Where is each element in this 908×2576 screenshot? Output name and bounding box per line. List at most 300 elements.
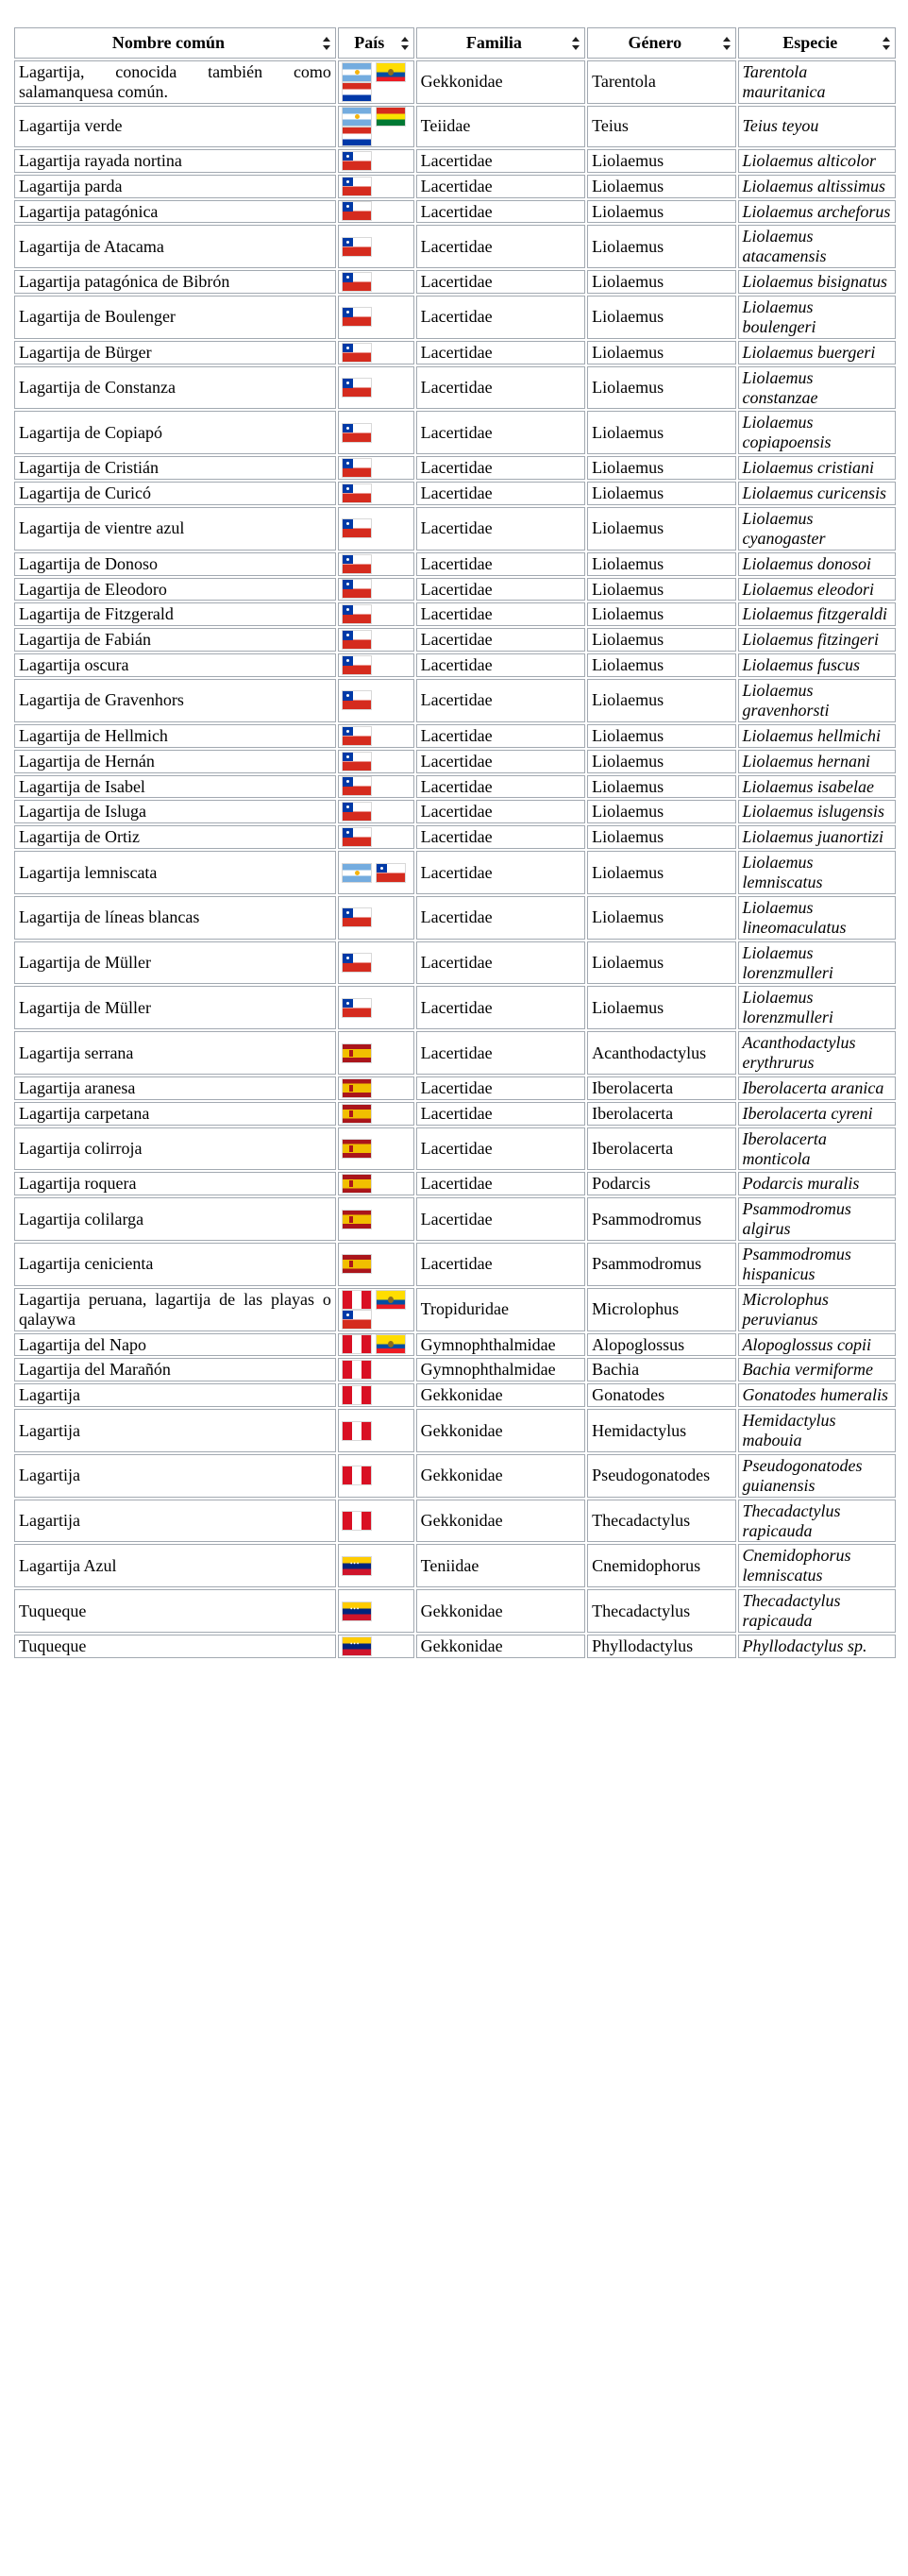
- flag-group: [343, 1255, 410, 1273]
- table-header: [14, 27, 896, 59]
- flag-group: [343, 580, 410, 598]
- cell-country: [338, 1288, 414, 1331]
- flag-chile-icon: [343, 152, 371, 170]
- cell-common-name: Lagartija de Hernán: [14, 750, 336, 773]
- flag-argentina-icon: [343, 108, 371, 126]
- table-body: [14, 60, 896, 1658]
- cell-common-name: Lagartija de vientre azul: [14, 507, 336, 551]
- flag-spain-icon: [343, 1044, 371, 1062]
- cell-country: [338, 225, 414, 268]
- cell-genus: Liolaemus: [587, 578, 735, 602]
- cell-country: [338, 482, 414, 505]
- cell-country: [338, 60, 414, 104]
- table-row: [14, 149, 896, 173]
- cell-common-name: Lagartija de Hellmich: [14, 724, 336, 748]
- table-row: [14, 653, 896, 677]
- flag-group: [343, 727, 410, 745]
- cell-genus: Liolaemus: [587, 225, 735, 268]
- flag-chile-icon: [343, 954, 371, 972]
- cell-country: [338, 1635, 414, 1658]
- table-row: [14, 1102, 896, 1126]
- flag-bolivia-icon: [377, 108, 405, 126]
- cell-species: Liolaemus gravenhorsti: [738, 679, 896, 722]
- cell-genus: Liolaemus: [587, 851, 735, 894]
- cell-genus: Phyllodactylus: [587, 1635, 735, 1658]
- cell-family: Gekkonidae: [416, 1500, 586, 1543]
- cell-genus: Microlophus: [587, 1288, 735, 1331]
- flag-group: [343, 631, 410, 649]
- cell-species: Liolaemus cyanogaster: [738, 507, 896, 551]
- cell-species: Liolaemus alticolor: [738, 149, 896, 173]
- column-header-label: Familia: [465, 33, 522, 53]
- species-table: [12, 25, 898, 1660]
- flag-spain-icon: [343, 1140, 371, 1158]
- cell-common-name: Lagartija Azul: [14, 1544, 336, 1587]
- flag-chile-icon: [343, 484, 371, 502]
- flag-ecuador-icon: [377, 1291, 405, 1309]
- table-row: [14, 986, 896, 1029]
- cell-family: Gekkonidae: [416, 1589, 586, 1633]
- flag-chile-icon: [343, 656, 371, 674]
- flag-spain-icon: [343, 1105, 371, 1123]
- cell-species: Iberolacerta aranica: [738, 1076, 896, 1100]
- cell-country: [338, 1358, 414, 1381]
- table-row: [14, 851, 896, 894]
- column-header-country[interactable]: [338, 27, 414, 59]
- cell-species: Liolaemus lorenzmulleri: [738, 986, 896, 1029]
- cell-species: Podarcis muralis: [738, 1172, 896, 1195]
- cell-genus: Liolaemus: [587, 482, 735, 505]
- cell-common-name: Lagartija peruana, lagartija de las playas o qalaywa: [14, 1288, 336, 1331]
- table-row: [14, 578, 896, 602]
- sort-icon[interactable]: [882, 37, 891, 50]
- cell-species: Liolaemus donosoi: [738, 552, 896, 576]
- flag-group: [343, 1361, 410, 1379]
- cell-species: Liolaemus buergeri: [738, 341, 896, 364]
- cell-common-name: Lagartija patagónica de Bibrón: [14, 270, 336, 294]
- cell-genus: Liolaemus: [587, 552, 735, 576]
- cell-common-name: Lagartija de Cristián: [14, 456, 336, 480]
- cell-species: Liolaemus hernani: [738, 750, 896, 773]
- flag-group: [343, 1140, 410, 1158]
- cell-country: [338, 1333, 414, 1357]
- cell-species: Thecadactylus rapicauda: [738, 1589, 896, 1633]
- flag-peru-icon: [343, 1291, 371, 1309]
- flag-group: [343, 519, 410, 537]
- cell-species: Liolaemus isabelae: [738, 775, 896, 799]
- flag-peru-icon: [343, 1512, 371, 1530]
- cell-genus: Liolaemus: [587, 149, 735, 173]
- cell-common-name: Lagartija aranesa: [14, 1076, 336, 1100]
- table-row: [14, 1172, 896, 1195]
- cell-genus: Alopoglossus: [587, 1333, 735, 1357]
- column-header-label: Género: [628, 33, 682, 53]
- cell-country: [338, 578, 414, 602]
- cell-species: Liolaemus fuscus: [738, 653, 896, 677]
- cell-genus: Psammodromus: [587, 1243, 735, 1286]
- flag-chile-icon: [343, 828, 371, 846]
- table-row: [14, 602, 896, 626]
- cell-family: Lacertidae: [416, 149, 586, 173]
- cell-country: [338, 341, 414, 364]
- flag-venezuela-icon: [343, 1637, 371, 1655]
- cell-common-name: Lagartija: [14, 1454, 336, 1498]
- cell-common-name: Lagartija, conocida también como salamanquesa común.: [14, 60, 336, 104]
- cell-family: Lacertidae: [416, 724, 586, 748]
- cell-family: Lacertidae: [416, 1031, 586, 1075]
- flag-chile-icon: [343, 777, 371, 795]
- cell-species: Liolaemus copiapoensis: [738, 411, 896, 454]
- flag-chile-icon: [343, 605, 371, 623]
- flag-chile-icon: [343, 379, 371, 397]
- cell-family: Lacertidae: [416, 175, 586, 198]
- cell-family: Gekkonidae: [416, 1635, 586, 1658]
- cell-family: Lacertidae: [416, 851, 586, 894]
- cell-family: Lacertidae: [416, 800, 586, 823]
- flag-group: [343, 1386, 410, 1404]
- flag-group: [343, 605, 410, 623]
- cell-common-name: Lagartija del Napo: [14, 1333, 336, 1357]
- sort-icon[interactable]: [571, 37, 580, 50]
- cell-genus: Liolaemus: [587, 366, 735, 410]
- cell-family: Lacertidae: [416, 411, 586, 454]
- cell-country: [338, 724, 414, 748]
- table-row: [14, 341, 896, 364]
- cell-country: [338, 941, 414, 985]
- cell-common-name: Lagartija: [14, 1409, 336, 1452]
- table-row: [14, 750, 896, 773]
- cell-common-name: Lagartija de Copiapó: [14, 411, 336, 454]
- flag-group: [343, 999, 410, 1017]
- flag-group: [343, 656, 410, 674]
- table-row: [14, 411, 896, 454]
- cell-species: Pseudogonatodes guianensis: [738, 1454, 896, 1498]
- column-header-name[interactable]: [14, 27, 336, 59]
- flag-group: [343, 908, 410, 926]
- cell-genus: Bachia: [587, 1358, 735, 1381]
- cell-genus: Iberolacerta: [587, 1102, 735, 1126]
- cell-country: [338, 800, 414, 823]
- cell-family: Tropiduridae: [416, 1288, 586, 1331]
- cell-genus: Iberolacerta: [587, 1127, 735, 1171]
- cell-common-name: Lagartija rayada nortina: [14, 149, 336, 173]
- cell-family: Gymnophthalmidae: [416, 1358, 586, 1381]
- cell-genus: Liolaemus: [587, 825, 735, 849]
- cell-family: Lacertidae: [416, 456, 586, 480]
- table-row: [14, 60, 896, 104]
- cell-country: [338, 1102, 414, 1126]
- cell-country: [338, 1589, 414, 1633]
- cell-common-name: Tuqueque: [14, 1635, 336, 1658]
- cell-common-name: Lagartija de Boulenger: [14, 296, 336, 339]
- flag-chile-icon: [343, 238, 371, 256]
- cell-country: [338, 1500, 414, 1543]
- cell-genus: Liolaemus: [587, 724, 735, 748]
- flag-group: [343, 1044, 410, 1062]
- cell-common-name: Lagartija serrana: [14, 1031, 336, 1075]
- cell-genus: Iberolacerta: [587, 1076, 735, 1100]
- cell-species: Liolaemus lorenzmulleri: [738, 941, 896, 985]
- cell-country: [338, 1409, 414, 1452]
- cell-species: Liolaemus hellmichi: [738, 724, 896, 748]
- table-row: [14, 106, 896, 147]
- cell-genus: Teius: [587, 106, 735, 147]
- cell-family: Lacertidae: [416, 578, 586, 602]
- table-row: [14, 175, 896, 198]
- table-row: [14, 482, 896, 505]
- cell-genus: Liolaemus: [587, 456, 735, 480]
- cell-country: [338, 775, 414, 799]
- cell-genus: Liolaemus: [587, 750, 735, 773]
- flag-chile-icon: [343, 691, 371, 709]
- flag-group: [343, 1512, 410, 1530]
- cell-genus: Thecadactylus: [587, 1589, 735, 1633]
- cell-country: [338, 552, 414, 576]
- flag-group: [343, 108, 410, 145]
- table-row: [14, 800, 896, 823]
- flag-ecuador-icon: [377, 1335, 405, 1353]
- cell-species: Liolaemus boulengeri: [738, 296, 896, 339]
- cell-genus: Pseudogonatodes: [587, 1454, 735, 1498]
- flag-spain-icon: [343, 1079, 371, 1097]
- flag-peru-icon: [343, 1466, 371, 1484]
- cell-genus: Liolaemus: [587, 941, 735, 985]
- cell-species: Liolaemus lemniscatus: [738, 851, 896, 894]
- table-row: [14, 507, 896, 551]
- flag-chile-icon: [343, 753, 371, 771]
- flag-group: [343, 484, 410, 502]
- flag-group: [343, 777, 410, 795]
- cell-family: Gymnophthalmidae: [416, 1333, 586, 1357]
- flag-chile-icon: [343, 555, 371, 573]
- cell-common-name: Lagartija lemniscata: [14, 851, 336, 894]
- cell-species: Liolaemus eleodori: [738, 578, 896, 602]
- cell-common-name: Lagartija de Donoso: [14, 552, 336, 576]
- cell-species: Liolaemus atacamensis: [738, 225, 896, 268]
- flag-group: [343, 864, 410, 882]
- cell-species: Liolaemus cristiani: [738, 456, 896, 480]
- table-row: [14, 775, 896, 799]
- cell-family: Lacertidae: [416, 1127, 586, 1171]
- flag-group: [343, 1637, 410, 1655]
- cell-genus: Tarentola: [587, 60, 735, 104]
- cell-genus: Liolaemus: [587, 800, 735, 823]
- cell-common-name: Lagartija carpetana: [14, 1102, 336, 1126]
- flag-argentina-icon: [343, 864, 371, 882]
- cell-family: Lacertidae: [416, 941, 586, 985]
- cell-family: Lacertidae: [416, 1076, 586, 1100]
- cell-country: [338, 507, 414, 551]
- cell-common-name: Lagartija roquera: [14, 1172, 336, 1195]
- cell-family: Gekkonidae: [416, 1454, 586, 1498]
- cell-species: Acanthodactylus erythrurus: [738, 1031, 896, 1075]
- column-header-species[interactable]: [738, 27, 896, 59]
- cell-country: [338, 200, 414, 224]
- cell-common-name: Lagartija de Isabel: [14, 775, 336, 799]
- cell-species: Cnemidophorus lemniscatus: [738, 1544, 896, 1587]
- flag-group: [343, 954, 410, 972]
- cell-genus: Thecadactylus: [587, 1500, 735, 1543]
- table-row: [14, 724, 896, 748]
- flag-chile-icon: [377, 864, 405, 882]
- table-row: [14, 225, 896, 268]
- table-row: [14, 1454, 896, 1498]
- cell-country: [338, 175, 414, 198]
- cell-common-name: Lagartija cenicienta: [14, 1243, 336, 1286]
- cell-genus: Liolaemus: [587, 628, 735, 652]
- flag-chile-icon: [343, 803, 371, 821]
- flag-group: [343, 1211, 410, 1229]
- cell-country: [338, 653, 414, 677]
- flag-group: [343, 1466, 410, 1484]
- table-row: [14, 941, 896, 985]
- cell-common-name: Lagartija colilarga: [14, 1197, 336, 1241]
- sort-icon[interactable]: [400, 37, 410, 50]
- cell-country: [338, 628, 414, 652]
- flag-group: [343, 1175, 410, 1193]
- cell-common-name: Lagartija de Müller: [14, 941, 336, 985]
- cell-country: [338, 1454, 414, 1498]
- cell-species: Liolaemus archeforus: [738, 200, 896, 224]
- flag-peru-icon: [343, 1361, 371, 1379]
- cell-country: [338, 896, 414, 940]
- flag-paraguay-icon: [343, 127, 371, 145]
- cell-family: Lacertidae: [416, 896, 586, 940]
- cell-country: [338, 1172, 414, 1195]
- cell-country: [338, 1031, 414, 1075]
- flag-chile-icon: [343, 344, 371, 362]
- cell-country: [338, 851, 414, 894]
- table-row: [14, 1544, 896, 1587]
- cell-family: Teiidae: [416, 106, 586, 147]
- cell-species: Psammodromus hispanicus: [738, 1243, 896, 1286]
- flag-group: [343, 152, 410, 170]
- flag-group: [343, 1422, 410, 1440]
- sort-icon[interactable]: [722, 37, 731, 50]
- cell-species: Bachia vermiforme: [738, 1358, 896, 1381]
- cell-family: Lacertidae: [416, 1243, 586, 1286]
- column-header-label: País: [354, 33, 385, 53]
- cell-species: Liolaemus fitzingeri: [738, 628, 896, 652]
- cell-genus: Cnemidophorus: [587, 1544, 735, 1587]
- flag-chile-icon: [343, 908, 371, 926]
- cell-country: [338, 1197, 414, 1241]
- flag-chile-icon: [343, 308, 371, 326]
- cell-genus: Liolaemus: [587, 775, 735, 799]
- cell-genus: Liolaemus: [587, 653, 735, 677]
- cell-common-name: Tuqueque: [14, 1589, 336, 1633]
- cell-common-name: Lagartija: [14, 1500, 336, 1543]
- flag-group: [343, 1557, 410, 1575]
- cell-country: [338, 602, 414, 626]
- flag-group: [343, 379, 410, 397]
- table-row: [14, 1197, 896, 1241]
- flag-group: [343, 753, 410, 771]
- cell-country: [338, 1076, 414, 1100]
- table-row: [14, 270, 896, 294]
- column-header-genus[interactable]: [587, 27, 735, 59]
- cell-species: Tarentola mauritanica: [738, 60, 896, 104]
- table-row: [14, 1031, 896, 1075]
- flag-chile-icon: [343, 580, 371, 598]
- column-header-family[interactable]: [416, 27, 586, 59]
- table-row: [14, 1358, 896, 1381]
- cell-common-name: Lagartija de líneas blancas: [14, 896, 336, 940]
- cell-common-name: Lagartija verde: [14, 106, 336, 147]
- flag-chile-icon: [343, 727, 371, 745]
- cell-family: Lacertidae: [416, 482, 586, 505]
- cell-country: [338, 750, 414, 773]
- flag-group: [343, 63, 410, 101]
- cell-common-name: Lagartija colirroja: [14, 1127, 336, 1171]
- cell-family: Lacertidae: [416, 1172, 586, 1195]
- flag-group: [343, 1105, 410, 1123]
- cell-species: Liolaemus bisignatus: [738, 270, 896, 294]
- cell-family: Lacertidae: [416, 1102, 586, 1126]
- table-row: [14, 1383, 896, 1407]
- table-row: [14, 1243, 896, 1286]
- flag-group: [343, 1602, 410, 1620]
- cell-species: Iberolacerta cyreni: [738, 1102, 896, 1126]
- cell-genus: Liolaemus: [587, 507, 735, 551]
- sort-icon[interactable]: [322, 37, 331, 50]
- cell-family: Lacertidae: [416, 825, 586, 849]
- cell-genus: Liolaemus: [587, 341, 735, 364]
- flag-group: [343, 424, 410, 442]
- cell-family: Lacertidae: [416, 750, 586, 773]
- cell-genus: Liolaemus: [587, 602, 735, 626]
- table-row: [14, 296, 896, 339]
- cell-common-name: Lagartija oscura: [14, 653, 336, 677]
- flag-chile-icon: [343, 631, 371, 649]
- flag-group: [343, 202, 410, 220]
- cell-genus: Podarcis: [587, 1172, 735, 1195]
- cell-genus: Liolaemus: [587, 270, 735, 294]
- flag-chile-icon: [343, 178, 371, 195]
- cell-species: Liolaemus islugensis: [738, 800, 896, 823]
- cell-family: Teniidae: [416, 1544, 586, 1587]
- cell-family: Gekkonidae: [416, 1409, 586, 1452]
- flag-chile-icon: [343, 202, 371, 220]
- column-header-label: Nombre común: [111, 33, 226, 53]
- cell-species: Liolaemus altissimus: [738, 175, 896, 198]
- flag-chile-icon: [343, 519, 371, 537]
- cell-species: Alopoglossus copii: [738, 1333, 896, 1357]
- table-row: [14, 200, 896, 224]
- cell-family: Gekkonidae: [416, 1383, 586, 1407]
- cell-species: Gonatodes humeralis: [738, 1383, 896, 1407]
- table-row: [14, 552, 896, 576]
- cell-family: Lacertidae: [416, 341, 586, 364]
- cell-family: Lacertidae: [416, 225, 586, 268]
- cell-genus: Liolaemus: [587, 175, 735, 198]
- cell-country: [338, 456, 414, 480]
- flag-argentina-icon: [343, 63, 371, 81]
- cell-species: Microlophus peruvianus: [738, 1288, 896, 1331]
- cell-family: Lacertidae: [416, 775, 586, 799]
- table-row: [14, 679, 896, 722]
- cell-family: Lacertidae: [416, 986, 586, 1029]
- cell-country: [338, 296, 414, 339]
- cell-country: [338, 679, 414, 722]
- table-row: [14, 628, 896, 652]
- flag-group: [343, 555, 410, 573]
- cell-species: Psammodromus algirus: [738, 1197, 896, 1241]
- cell-common-name: Lagartija de Bürger: [14, 341, 336, 364]
- cell-country: [338, 986, 414, 1029]
- cell-species: Liolaemus lineomaculatus: [738, 896, 896, 940]
- cell-genus: Liolaemus: [587, 411, 735, 454]
